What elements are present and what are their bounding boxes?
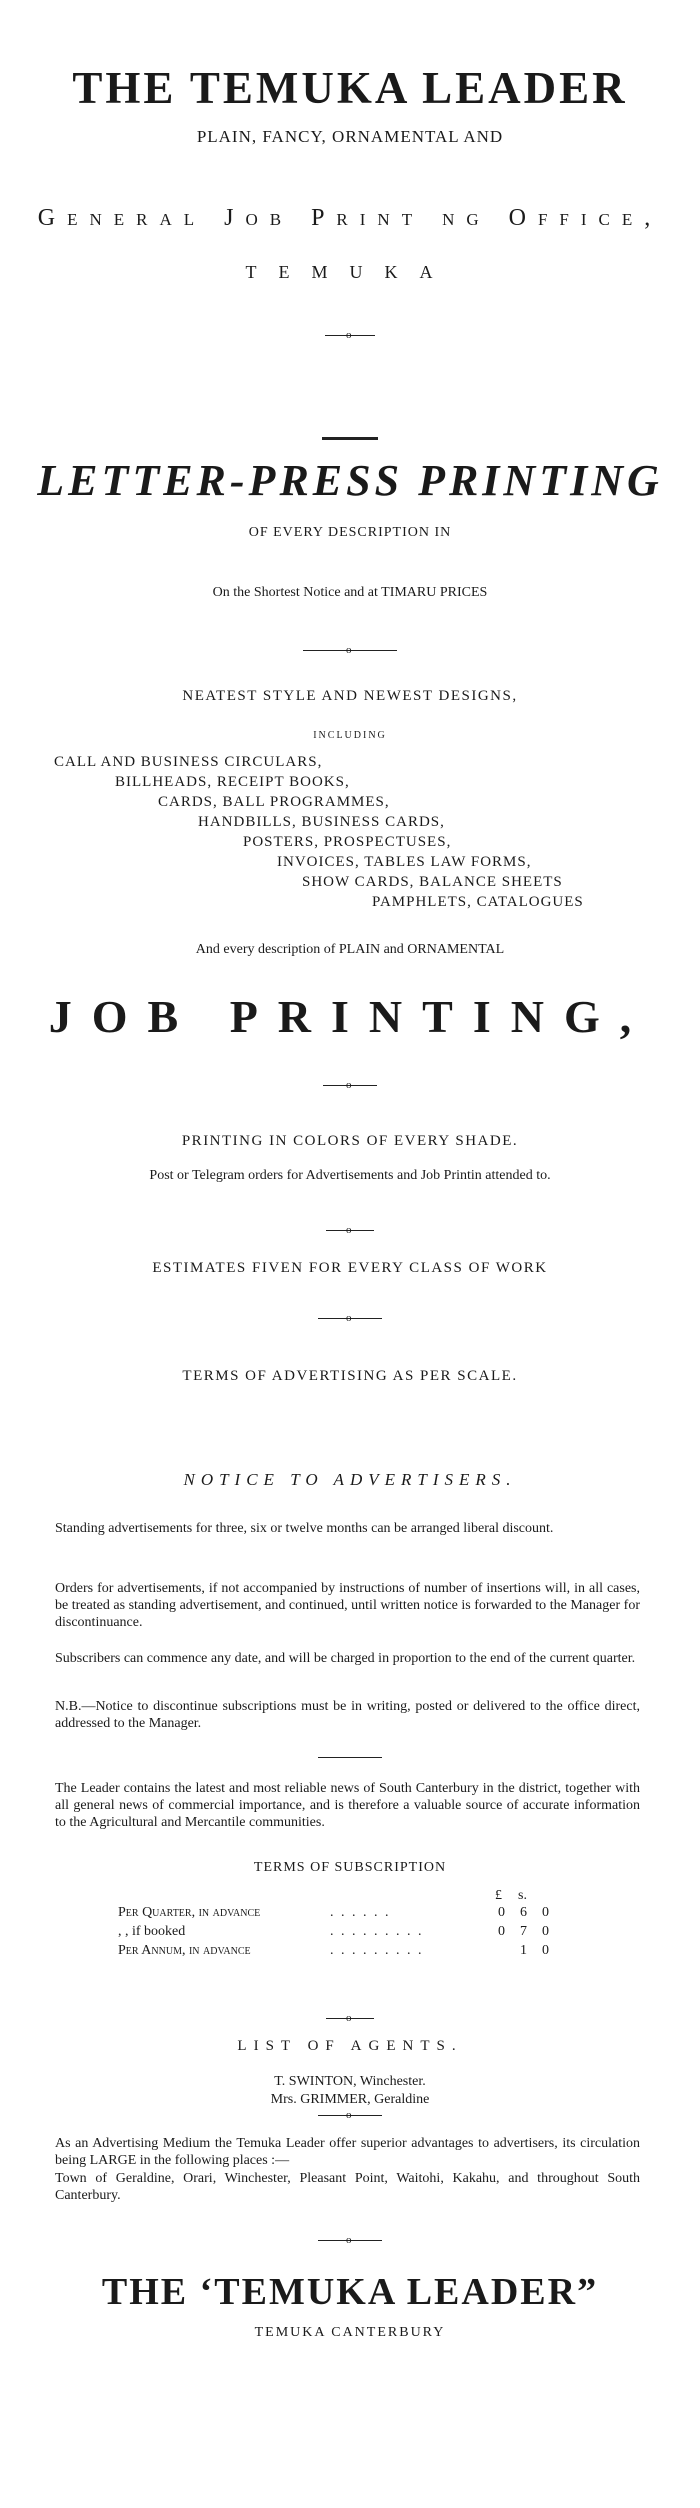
footer-subtitle: TEMUKA CANTERBURY xyxy=(254,2325,446,2340)
estimates-line: ESTIMATES FIVEN FOR EVERY CLASS OF WORK xyxy=(152,1260,548,1276)
letterpress-heading: LETTER-PRESS PRINTING xyxy=(37,456,663,505)
divider-ornament: o xyxy=(346,2234,352,2246)
subscription-row-dots: . . . . . . xyxy=(330,1905,391,1920)
agents-heading: LIST OF AGENTS. xyxy=(237,2038,463,2054)
notice-paragraph-3: Subscribers can commence any date, and will be charged in proportion to the end of the current quarter. xyxy=(55,1651,636,1666)
list-item: BILLHEADS, RECEIPT BOOKS, xyxy=(115,774,350,790)
list-item: POSTERS, PROSPECTUSES, xyxy=(243,834,452,850)
divider-ornament: o xyxy=(346,329,352,341)
subscription-value: 7 xyxy=(520,1924,527,1939)
colors-heading: PRINTING IN COLORS OF EVERY SHADE. xyxy=(181,1133,519,1149)
orders-line: Post or Telegram orders for Advertisements and Job Printin attended to. xyxy=(149,1168,551,1183)
subscription-heading: TERMS OF SUBSCRIPTION xyxy=(253,1860,447,1875)
currency-shillings: s. xyxy=(518,1888,527,1903)
divider-ornament: o xyxy=(346,644,352,656)
subscription-row-label: Per Annum, in advance xyxy=(118,1943,251,1958)
notice-paragraph-2: Orders for advertisements, if not accompanied by instructions of number of insertions will, in all cases, be treated as standing advertisement, and continued, until written notice is forwarded to the Manager for discontinuance. xyxy=(55,1581,640,1630)
subscription-row-dots: . . . . . . . . . xyxy=(330,1943,424,1958)
office-line: General Job Print ng Office, xyxy=(37,205,663,231)
divider-ornament: o xyxy=(346,1224,352,1236)
subscription-row-label: Per Quarter, in advance xyxy=(118,1905,261,1920)
list-item: CALL AND BUSINESS CIRCULARS, xyxy=(54,754,323,770)
notice-paragraph-1: Standing advertisements for three, six or twelve months can be arranged liberal discount. xyxy=(55,1521,554,1536)
list-item: HANDBILLS, BUSINESS CARDS, xyxy=(198,814,445,830)
list-item: INVOICES, TABLES LAW FORMS, xyxy=(277,854,532,870)
list-item: CARDS, BALL PROGRAMMES, xyxy=(158,794,390,810)
designs-heading: NEATEST STYLE AND NEWEST DESIGNS, xyxy=(182,688,518,704)
divider-ornament: o xyxy=(346,2012,352,2024)
currency-pounds: £ xyxy=(495,1888,502,1903)
subscription-value: 0 xyxy=(542,1943,549,1958)
subscription-value: 0 xyxy=(542,1905,549,1920)
every-description-line: And every description of PLAIN and ORNAMENTAL xyxy=(195,942,505,957)
subscription-value: 0 xyxy=(498,1905,505,1920)
subscription-row-dots: . . . . . . . . . xyxy=(330,1924,424,1939)
notice-heading: NOTICE TO ADVERTISERS. xyxy=(183,1470,517,1489)
list-item: PAMPHLETS, CATALOGUES xyxy=(372,894,584,910)
job-printing-heading: JOB PRINTING, xyxy=(48,991,652,1042)
letterpress-line-2: On the Shortest Notice and at TIMARU PRICES xyxy=(212,585,488,600)
subscription-value: 0 xyxy=(498,1924,505,1939)
footer-title: THE ‘TEMUKA LEADER” xyxy=(101,2271,599,2313)
subscription-value: 1 xyxy=(520,1943,527,1958)
subscription-value: 6 xyxy=(520,1905,527,1920)
including-label: INCLUDING xyxy=(313,730,387,741)
divider-ornament: o xyxy=(346,2109,352,2121)
letterpress-line-1: OF EVERY DESCRIPTION IN xyxy=(248,525,452,540)
terms-advertising-line: TERMS OF ADVERTISING AS PER SCALE. xyxy=(182,1368,518,1384)
notice-paragraph-4: N.B.—Notice to discontinue subscriptions must be in writing, posted or delivered to the office direct, addressed to the Manager. xyxy=(55,1699,640,1731)
subscription-value: 0 xyxy=(542,1924,549,1939)
masthead-title: THE TEMUKA LEADER xyxy=(72,63,628,113)
list-item: SHOW CARDS, BALANCE SHEETS xyxy=(302,874,563,890)
agent-name: T. SWINTON, Winchester. xyxy=(274,2074,426,2089)
subscription-row-label: , , if booked xyxy=(118,1924,186,1939)
divider-7 xyxy=(318,1757,382,1758)
notice-paragraph-5: The Leader contains the latest and most reliable news of South Canterbury in the district, together with all general news of commercial importance, and is therefore a valuable source of accurate information to the Agricultural and Mercantile communities. xyxy=(55,1781,640,1830)
medium-paragraph-1: As an Advertising Medium the Temuka Leader offer superior advantages to advertisers, its circulation being LARGE in the following places :— xyxy=(55,2136,640,2168)
agent-name: Mrs. GRIMMER, Geraldine xyxy=(270,2092,430,2107)
divider-ornament: o xyxy=(346,1312,352,1324)
divider-2 xyxy=(322,437,378,440)
masthead-subtitle: PLAIN, FANCY, ORNAMENTAL AND xyxy=(196,127,504,146)
town-name: TEMUKA xyxy=(245,262,455,282)
medium-paragraph-2: Town of Geraldine, Orari, Winchester, Pleasant Point, Waitohi, Kakahu, and throughout South Canterbury. xyxy=(55,2171,640,2203)
divider-ornament: o xyxy=(346,1079,352,1091)
